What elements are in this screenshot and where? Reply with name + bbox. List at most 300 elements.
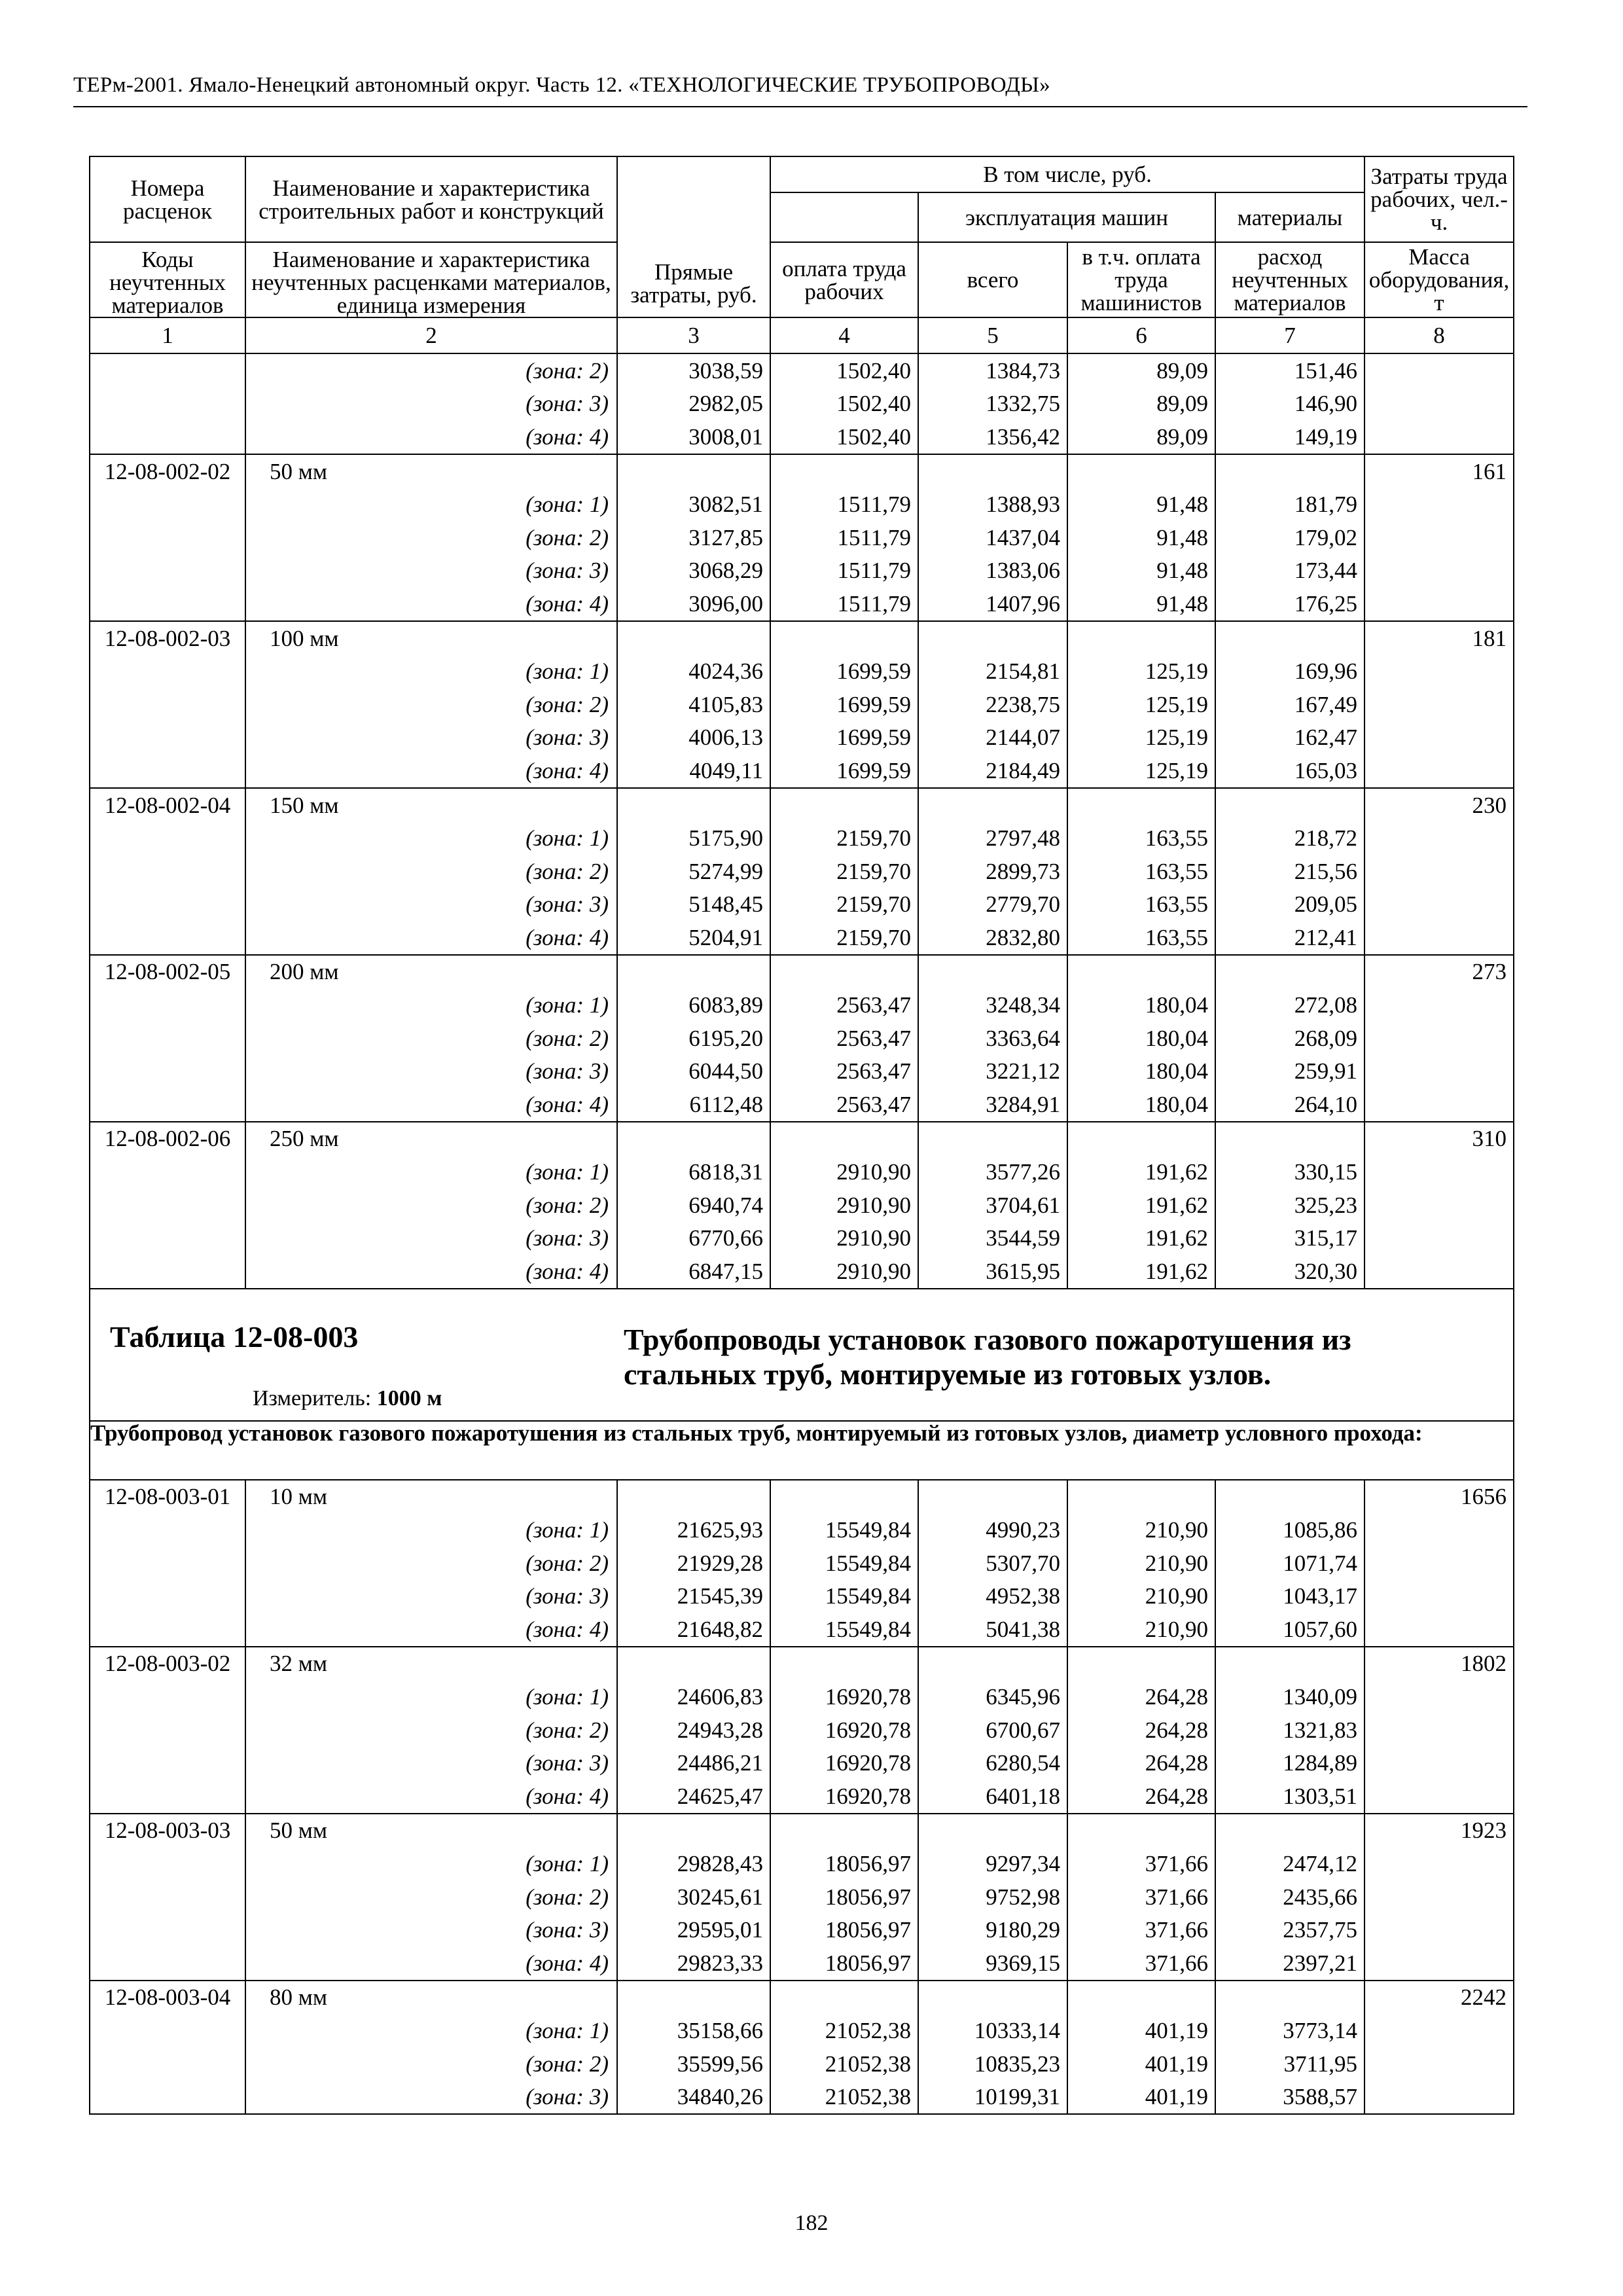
zone-label: (зона: 3) <box>245 1054 617 1088</box>
machinist-pay: 210,90 <box>1067 1613 1215 1647</box>
rate-code: 12-08-003-03 <box>90 1814 245 1848</box>
cell <box>617 621 770 655</box>
machinist-pay: 191,62 <box>1067 1221 1215 1255</box>
labor-pay: 16920,78 <box>770 1713 918 1747</box>
table-row <box>90 1981 1514 2015</box>
direct-costs: 21625,93 <box>617 1513 770 1547</box>
materials-value: 1043,17 <box>1215 1579 1364 1613</box>
machines-total: 6700,67 <box>918 1713 1067 1747</box>
machines-total: 3544,59 <box>918 1221 1067 1255</box>
machines-total: 1388,93 <box>918 488 1067 521</box>
labor-pay: 1502,40 <box>770 353 918 387</box>
cell <box>1364 721 1514 755</box>
col-number: 1 <box>90 317 245 353</box>
machinist-pay: 163,55 <box>1067 888 1215 922</box>
page-header: ТЕРм-2001. Ямало-Ненецкий автономный округ. Часть 12. «ТЕХНОЛОГИЧЕСКИЕ ТРУБОПРОВОДЫ» <box>73 73 1050 97</box>
labor-pay: 1511,79 <box>770 488 918 521</box>
cell <box>1215 1480 1364 1514</box>
table-row <box>90 888 1514 922</box>
cell <box>617 788 770 822</box>
table-row <box>90 1189 1514 1222</box>
table-row <box>90 821 1514 855</box>
zone-label: (зона: 2) <box>245 1547 617 1580</box>
machines-total: 9297,34 <box>918 1847 1067 1880</box>
cell <box>90 420 245 454</box>
machines-total: 9180,29 <box>918 1913 1067 1946</box>
direct-costs: 35599,56 <box>617 2047 770 2081</box>
labor-pay: 1511,79 <box>770 587 918 621</box>
machinist-pay: 264,28 <box>1067 1780 1215 1814</box>
direct-costs: 4049,11 <box>617 754 770 788</box>
cell <box>918 1814 1067 1848</box>
direct-costs: 6083,89 <box>617 988 770 1022</box>
table-row <box>90 2014 1514 2047</box>
table-row <box>90 855 1514 888</box>
labor-pay: 1699,59 <box>770 754 918 788</box>
machinist-pay: 89,09 <box>1067 353 1215 387</box>
zone-label: (зона: 1) <box>245 1513 617 1547</box>
col-number: 6 <box>1067 317 1215 353</box>
zone-label: (зона: 3) <box>245 554 617 588</box>
cell <box>1364 1946 1514 1981</box>
materials-value: 3711,95 <box>1215 2047 1364 2081</box>
table-row <box>90 1022 1514 1055</box>
labor-pay: 21052,38 <box>770 2047 918 2081</box>
hdr-material-names: Наименование и характеристика неучтенных расценками материалов, единица измерения <box>245 242 617 317</box>
rate-name: 10 мм <box>245 1480 617 1514</box>
table-row <box>90 521 1514 554</box>
direct-costs: 3068,29 <box>617 554 770 588</box>
cell <box>1364 655 1514 688</box>
cell <box>770 1647 918 1681</box>
zone-label: (зона: 1) <box>245 1680 617 1713</box>
labor-pay: 2563,47 <box>770 988 918 1022</box>
machines-total: 2184,49 <box>918 754 1067 788</box>
table-row <box>90 1122 1514 1156</box>
cell <box>90 353 245 387</box>
cell <box>90 488 245 521</box>
table-row <box>90 621 1514 655</box>
machinist-pay: 401,19 <box>1067 2047 1215 2081</box>
materials-value: 2397,21 <box>1215 1946 1364 1981</box>
meter-label: Измеритель: <box>253 1386 372 1410</box>
col-number: 5 <box>918 317 1067 353</box>
cell <box>90 2047 245 2081</box>
direct-costs: 21648,82 <box>617 1613 770 1647</box>
cell <box>1215 1981 1364 2015</box>
rate-name: 200 мм <box>245 955 617 989</box>
machinist-pay: 125,19 <box>1067 655 1215 688</box>
labor-pay: 15549,84 <box>770 1513 918 1547</box>
machines-total: 2832,80 <box>918 921 1067 955</box>
cell <box>90 2080 245 2114</box>
zone-label: (зона: 4) <box>245 420 617 454</box>
cell <box>90 1880 245 1914</box>
cell <box>90 888 245 922</box>
table-row <box>90 2080 1514 2114</box>
table-row <box>90 1255 1514 1289</box>
table-row <box>90 420 1514 454</box>
table-row <box>90 1746 1514 1780</box>
machinist-pay: 371,66 <box>1067 1847 1215 1880</box>
direct-costs: 2982,05 <box>617 387 770 421</box>
zone-label: (зона: 3) <box>245 1913 617 1946</box>
hdr-material-codes: Коды неучтенных материалов <box>90 242 245 317</box>
machines-total: 4990,23 <box>918 1513 1067 1547</box>
machinist-pay: 371,66 <box>1067 1913 1215 1946</box>
table-row <box>90 1880 1514 1914</box>
cell <box>90 821 245 855</box>
machines-total: 3221,12 <box>918 1054 1067 1088</box>
direct-costs: 3038,59 <box>617 353 770 387</box>
machines-total: 1383,06 <box>918 554 1067 588</box>
materials-value: 173,44 <box>1215 554 1364 588</box>
zone-label: (зона: 3) <box>245 2080 617 2114</box>
cell <box>1364 387 1514 421</box>
table-row <box>90 1579 1514 1613</box>
zone-label: (зона: 4) <box>245 1946 617 1981</box>
machines-total: 5307,70 <box>918 1547 1067 1580</box>
cell <box>90 387 245 421</box>
labor-pay: 15549,84 <box>770 1547 918 1580</box>
direct-costs: 3127,85 <box>617 521 770 554</box>
labor-pay: 1699,59 <box>770 688 918 721</box>
machines-total: 3615,95 <box>918 1255 1067 1289</box>
materials-value: 167,49 <box>1215 688 1364 721</box>
labor-pay: 2159,70 <box>770 855 918 888</box>
zone-label: (зона: 4) <box>245 1780 617 1814</box>
direct-costs: 5274,99 <box>617 855 770 888</box>
machinist-pay: 163,55 <box>1067 821 1215 855</box>
materials-value: 181,79 <box>1215 488 1364 521</box>
materials-value: 149,19 <box>1215 420 1364 454</box>
materials-value: 1340,09 <box>1215 1680 1364 1713</box>
zone-label: (зона: 2) <box>245 688 617 721</box>
direct-costs: 4024,36 <box>617 655 770 688</box>
cell <box>1364 488 1514 521</box>
labor-pay: 1699,59 <box>770 655 918 688</box>
zone-label: (зона: 1) <box>245 1847 617 1880</box>
machines-total: 9752,98 <box>918 1880 1067 1914</box>
machines-total: 10835,23 <box>918 2047 1067 2081</box>
labor-pay: 1502,40 <box>770 420 918 454</box>
materials-value: 3588,57 <box>1215 2080 1364 2114</box>
cell <box>1215 1814 1364 1848</box>
direct-costs: 21929,28 <box>617 1547 770 1580</box>
table-row <box>90 454 1514 488</box>
table-row <box>90 688 1514 721</box>
table-row <box>90 1680 1514 1713</box>
machinist-pay: 180,04 <box>1067 988 1215 1022</box>
machinist-pay: 89,09 <box>1067 387 1215 421</box>
direct-costs: 3082,51 <box>617 488 770 521</box>
hdr-work-name: Наименование и характеристика строительных работ и конструкций <box>245 156 617 242</box>
cell <box>1364 1880 1514 1914</box>
rate-code: 12-08-002-05 <box>90 955 245 989</box>
labor-pay: 21052,38 <box>770 2080 918 2114</box>
labor-pay: 18056,97 <box>770 1913 918 1946</box>
materials-value: 169,96 <box>1215 655 1364 688</box>
cell <box>770 621 918 655</box>
cell <box>770 1480 918 1514</box>
table2-meter <box>253 1388 442 1410</box>
rate-name: 100 мм <box>245 621 617 655</box>
cell <box>90 1088 245 1122</box>
materials-value: 151,46 <box>1215 353 1364 387</box>
rate-code: 12-08-003-02 <box>90 1647 245 1681</box>
direct-costs: 29828,43 <box>617 1847 770 1880</box>
direct-costs: 24625,47 <box>617 1780 770 1814</box>
table-row <box>90 1847 1514 1880</box>
labor-pay: 2563,47 <box>770 1088 918 1122</box>
machinist-pay: 264,28 <box>1067 1713 1215 1747</box>
machinist-pay: 180,04 <box>1067 1022 1215 1055</box>
cell <box>1364 1088 1514 1122</box>
machinist-pay: 191,62 <box>1067 1189 1215 1222</box>
rate-name: 50 мм <box>245 1814 617 1848</box>
cell <box>90 1221 245 1255</box>
rate-code: 12-08-003-04 <box>90 1981 245 2015</box>
cell <box>1364 587 1514 621</box>
table-row <box>90 387 1514 421</box>
machines-total: 4952,38 <box>918 1579 1067 1613</box>
zone-label: (зона: 2) <box>245 1880 617 1914</box>
hdr-direct-costs: Прямые затраты, руб. <box>617 156 770 317</box>
cell <box>1067 1480 1215 1514</box>
hdr-machines: эксплуатация машин <box>918 192 1215 242</box>
cell <box>770 1981 918 2015</box>
table2-title: Таблица 12-08-003 <box>110 1319 359 1354</box>
direct-costs: 5148,45 <box>617 888 770 922</box>
machinist-pay: 91,48 <box>1067 488 1215 521</box>
cell <box>918 454 1067 488</box>
rate-name: 250 мм <box>245 1122 617 1156</box>
cell <box>1364 921 1514 955</box>
labor-hours: 1802 <box>1364 1647 1514 1681</box>
table-row <box>90 921 1514 955</box>
cell <box>918 1122 1067 1156</box>
cell <box>617 1122 770 1156</box>
hdr-labor-pay-top <box>770 192 918 242</box>
machines-total: 10199,31 <box>918 2080 1067 2114</box>
zone-label: (зона: 1) <box>245 2014 617 2047</box>
table-row <box>90 788 1514 822</box>
direct-costs: 24943,28 <box>617 1713 770 1747</box>
machinist-pay: 401,19 <box>1067 2014 1215 2047</box>
machinist-pay: 125,19 <box>1067 688 1215 721</box>
cell <box>770 1122 918 1156</box>
machinist-pay: 371,66 <box>1067 1880 1215 1914</box>
direct-costs: 3096,00 <box>617 587 770 621</box>
cell <box>90 1255 245 1289</box>
direct-costs: 24486,21 <box>617 1746 770 1780</box>
col-number: 7 <box>1215 317 1364 353</box>
zone-label: (зона: 3) <box>245 387 617 421</box>
cell <box>1364 1547 1514 1580</box>
labor-pay: 16920,78 <box>770 1780 918 1814</box>
cell <box>90 1680 245 1713</box>
table-row <box>90 1054 1514 1088</box>
cell <box>1215 955 1364 989</box>
labor-hours: 2242 <box>1364 1981 1514 2015</box>
table-row <box>90 353 1514 387</box>
zone-label: (зона: 4) <box>245 921 617 955</box>
zone-label: (зона: 3) <box>245 888 617 922</box>
table-row <box>90 2047 1514 2081</box>
table-row <box>90 955 1514 989</box>
zone-label: (зона: 4) <box>245 587 617 621</box>
machines-total: 3284,91 <box>918 1088 1067 1122</box>
table-row <box>90 1480 1514 1514</box>
machines-total: 9369,15 <box>918 1946 1067 1981</box>
labor-pay: 16920,78 <box>770 1680 918 1713</box>
labor-hours: 1656 <box>1364 1480 1514 1514</box>
cell <box>90 1155 245 1189</box>
table2-heading-cell <box>90 1289 1514 1421</box>
cell <box>90 988 245 1022</box>
direct-costs: 29823,33 <box>617 1946 770 1981</box>
materials-value: 272,08 <box>1215 988 1364 1022</box>
machines-total: 2779,70 <box>918 888 1067 922</box>
materials-value: 176,25 <box>1215 587 1364 621</box>
direct-costs: 3008,01 <box>617 420 770 454</box>
labor-pay: 18056,97 <box>770 1880 918 1914</box>
cell <box>90 688 245 721</box>
machinist-pay: 180,04 <box>1067 1054 1215 1088</box>
labor-pay: 16920,78 <box>770 1746 918 1780</box>
machinist-pay: 180,04 <box>1067 1088 1215 1122</box>
labor-pay: 1511,79 <box>770 521 918 554</box>
machinist-pay: 191,62 <box>1067 1155 1215 1189</box>
machines-total: 2154,81 <box>918 655 1067 688</box>
zone-label: (зона: 2) <box>245 1022 617 1055</box>
hdr-machinist-pay: в т.ч. оплата труда машинистов <box>1067 242 1215 317</box>
table-row <box>90 1513 1514 1547</box>
materials-value: 218,72 <box>1215 821 1364 855</box>
cell <box>1067 454 1215 488</box>
table-row <box>90 655 1514 688</box>
materials-value: 315,17 <box>1215 1221 1364 1255</box>
zone-label: (зона: 2) <box>245 1189 617 1222</box>
cell <box>1067 621 1215 655</box>
table2-group-row <box>90 1421 1514 1480</box>
cell <box>918 621 1067 655</box>
labor-pay: 2159,70 <box>770 821 918 855</box>
cell <box>1215 1647 1364 1681</box>
materials-value: 330,15 <box>1215 1155 1364 1189</box>
machines-total: 2238,75 <box>918 688 1067 721</box>
cell <box>90 1189 245 1222</box>
cell <box>90 1579 245 1613</box>
table-row <box>90 1814 1514 1848</box>
cell <box>1364 1579 1514 1613</box>
machines-total: 2899,73 <box>918 855 1067 888</box>
cell <box>770 955 918 989</box>
zone-label: (зона: 1) <box>245 821 617 855</box>
machinist-pay: 91,48 <box>1067 587 1215 621</box>
cell <box>1364 888 1514 922</box>
machines-total: 1356,42 <box>918 420 1067 454</box>
machines-total: 1407,96 <box>918 587 1067 621</box>
cell <box>617 1814 770 1848</box>
direct-costs: 21545,39 <box>617 1579 770 1613</box>
cell <box>1364 1221 1514 1255</box>
machinist-pay: 163,55 <box>1067 921 1215 955</box>
cell <box>1364 988 1514 1022</box>
cell <box>90 521 245 554</box>
col-number: 8 <box>1364 317 1514 353</box>
zone-label: (зона: 3) <box>245 1746 617 1780</box>
machinist-pay: 125,19 <box>1067 721 1215 755</box>
direct-costs: 5175,90 <box>617 821 770 855</box>
labor-pay: 2910,90 <box>770 1189 918 1222</box>
materials-value: 215,56 <box>1215 855 1364 888</box>
cell <box>90 921 245 955</box>
labor-pay: 18056,97 <box>770 1847 918 1880</box>
table-row <box>90 1713 1514 1747</box>
machinist-pay: 89,09 <box>1067 420 1215 454</box>
cell <box>1364 855 1514 888</box>
rate-code: 12-08-002-03 <box>90 621 245 655</box>
hdr-labor-costs: Затраты труда рабочих, чел.-ч. <box>1364 156 1514 242</box>
cell <box>1215 1122 1364 1156</box>
direct-costs: 6044,50 <box>617 1054 770 1088</box>
rate-name: 32 мм <box>245 1647 617 1681</box>
table-row <box>90 1913 1514 1946</box>
cell <box>1364 2047 1514 2081</box>
rate-code: 12-08-002-02 <box>90 454 245 488</box>
cell <box>90 1946 245 1981</box>
col-number: 4 <box>770 317 918 353</box>
cell <box>1364 1022 1514 1055</box>
cell <box>90 1613 245 1647</box>
labor-hours: 1923 <box>1364 1814 1514 1848</box>
machines-total: 3704,61 <box>918 1189 1067 1222</box>
labor-hours: 310 <box>1364 1122 1514 1156</box>
cell <box>90 1054 245 1088</box>
machines-total: 6280,54 <box>918 1746 1067 1780</box>
zone-label: (зона: 1) <box>245 1155 617 1189</box>
cell <box>770 454 918 488</box>
hdr-materials: материалы <box>1215 192 1364 242</box>
zone-label: (зона: 3) <box>245 1221 617 1255</box>
cell <box>90 721 245 755</box>
materials-value: 1085,86 <box>1215 1513 1364 1547</box>
materials-value: 264,10 <box>1215 1088 1364 1122</box>
meter-value: 1000 м <box>376 1386 442 1410</box>
materials-value: 2435,66 <box>1215 1880 1364 1914</box>
labor-hours: 273 <box>1364 955 1514 989</box>
labor-pay: 2563,47 <box>770 1054 918 1088</box>
materials-value: 268,09 <box>1215 1022 1364 1055</box>
materials-value: 162,47 <box>1215 721 1364 755</box>
rate-code: 12-08-002-06 <box>90 1122 245 1156</box>
labor-pay: 2910,90 <box>770 1155 918 1189</box>
materials-value: 325,23 <box>1215 1189 1364 1222</box>
direct-costs: 6770,66 <box>617 1221 770 1255</box>
table-row <box>90 721 1514 755</box>
machines-total: 5041,38 <box>918 1613 1067 1647</box>
table-row <box>90 1613 1514 1647</box>
zone-label: (зона: 2) <box>245 2047 617 2081</box>
labor-pay: 2159,70 <box>770 888 918 922</box>
table2-heading-row <box>90 1289 1514 1421</box>
zone-label: (зона: 4) <box>245 1613 617 1647</box>
cell <box>90 1746 245 1780</box>
zone-label: (зона: 2) <box>245 353 617 387</box>
rate-name: 80 мм <box>245 1981 617 2015</box>
cell <box>1364 353 1514 387</box>
